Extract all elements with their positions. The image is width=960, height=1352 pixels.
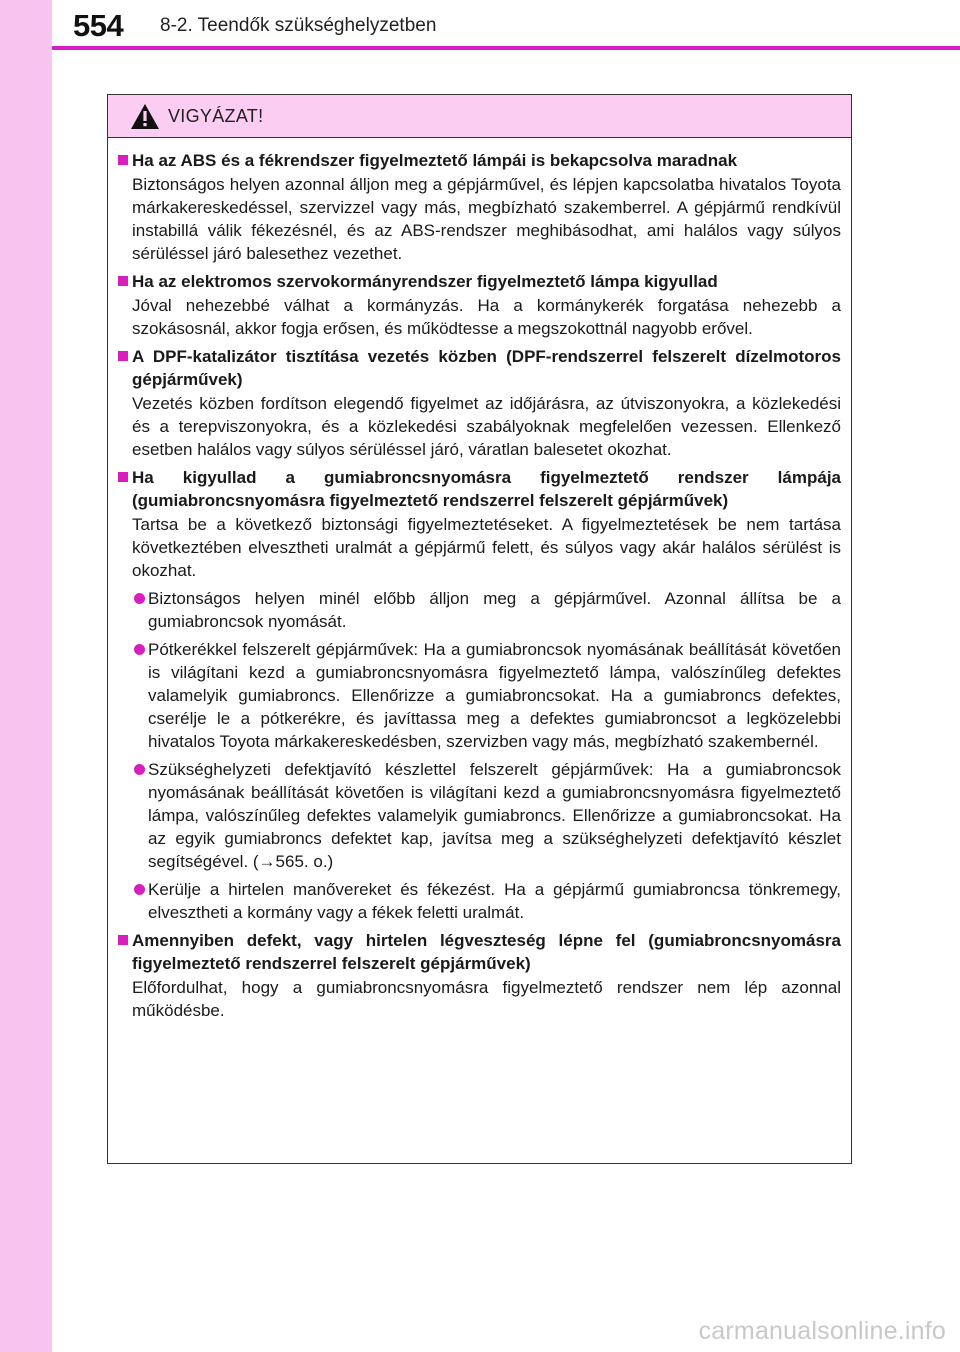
caution-box — [107, 94, 852, 1164]
round-bullet-icon — [134, 884, 145, 895]
item-paragraph: Jóval nehezebbé válhat a kormányzás. Ha a kormánykerék forgatása nehezebb a szokásosnál, akkor fogja erősen, és működtesse a megszokottnál nagyobb erővel. — [132, 296, 841, 338]
item-heading: A DPF-katalizátor tisztítása vezetés közben (DPF-rendszerrel felszerelt dízelmotoros gépjárművek) — [118, 345, 841, 391]
item-paragraph: Vezetés közben fordítson elegendő figyelmet az időjárásra, az útviszonyokra, a közlekedési és a terepviszonyokra, és a közlekedési szabályoknak megfelelően vezessen. Ellenkező esetben halálos vagy súlyos sérüléssel járó, váratlan balesetet okozhat. — [132, 394, 841, 459]
warning-triangle-icon — [130, 103, 160, 130]
caution-item-abs — [118, 149, 841, 265]
caution-item-tpms — [118, 466, 841, 924]
page-number: 554 — [73, 8, 124, 43]
section-title: 8-2. Teendők szükséghelyzetben — [160, 15, 437, 36]
caution-body — [108, 138, 851, 1022]
bullet-item: Biztonságos helyen minél előbb álljon meg a gépjárművel. Azonnal állítsa be a gumiabroncsok nyomását. — [118, 587, 841, 633]
bullet-item: Szükséghelyzeti defektjavító készlettel felszerelt gépjárművek: Ha a gumiabroncsok nyomásának beállítását követően is világítani kezd a gumiabroncsnyomásra figyelmeztető lámpa, valószínűleg defektes valamelyik gumiabroncs. Ellenőrizze a gumiabroncsokat. Ha az egyik gumiabroncs defektet kap, javítsa meg a szükséghelyzeti defektjavító készlet segítségével. (→565. o.) — [118, 758, 841, 873]
item-paragraph: Biztonságos helyen azonnal álljon meg a gépjárművel, és lépjen kapcsolatba hivatalos Toyota márkakereskedéssel, szervizzel vagy más, megbízható szakemberrel. A gépjármű rendkívül instabillá válik fékezésnél, és az ABS-rendszer meghibásodhat, ami halálos vagy súlyos sérüléssel járó balesethez vezethet. — [132, 175, 841, 263]
round-bullet-icon — [134, 764, 145, 775]
square-bullet-icon — [118, 935, 128, 945]
item-heading: Ha az elektromos szervokormányrendszer figyelmeztető lámpa kigyullad — [118, 270, 841, 293]
round-bullet-icon — [134, 644, 145, 655]
side-tab-bar — [0, 0, 52, 1352]
item-heading: Ha az ABS és a fékrendszer figyelmeztető lámpái is bekapcsolva maradnak — [118, 149, 841, 172]
square-bullet-icon — [118, 472, 128, 482]
item-paragraph: Előfordulhat, hogy a gumiabroncsnyomásra figyelmeztető rendszer nem lép azonnal működésbe. — [132, 978, 841, 1020]
caution-header — [108, 95, 851, 138]
square-bullet-icon — [118, 351, 128, 361]
caution-label: VIGYÁZAT! — [168, 105, 264, 126]
item-paragraph: Tartsa be a következő biztonsági figyelmeztetéseket. A figyelmeztetések be nem tartása következtében elvesztheti uralmát a gépjármű felett, és súlyos vagy akár halálos sérülést is okozhat. — [132, 515, 841, 580]
caution-item-flat-tire — [118, 929, 841, 1022]
bullet-item: Pótkerékkel felszerelt gépjárművek: Ha a gumiabroncsok nyomásának beállítását követően is világítani kezd a gumiabroncsnyomásra figyelmeztető lámpa, valószínűleg defektes valamelyik gumiabroncs. Ellenőrizze a gumiabroncsokat. Ha a gumiabroncs defektes, cserélje le a pótkerékre, és javíttassa meg a defektes gumiabroncsot a legközelebbi hivatalos Toyota márkakereskedésben, szervizben vagy más, megbízható szakembernél. — [118, 638, 841, 753]
header-divider — [52, 46, 960, 50]
square-bullet-icon — [118, 155, 128, 165]
caution-item-eps — [118, 270, 841, 340]
square-bullet-icon — [118, 276, 128, 286]
bullet-item: Kerülje a hirtelen manővereket és fékezést. Ha a gépjármű gumiabroncsa tönkremegy, elvesztheti a kormány vagy a fékek feletti uralmát. — [118, 878, 841, 924]
item-heading: Amennyiben defekt, vagy hirtelen légveszteség lépne fel (gumiabroncsnyomásra figyelmeztető rendszerrel felszerelt gépjárművek) — [118, 929, 841, 975]
watermark: carmanualsonline.info — [698, 1317, 946, 1345]
item-heading: Ha kigyullad a gumiabroncsnyomásra figyelmeztető rendszer lámpája (gumiabroncsnyomásra figyelmeztető rendszerrel felszerelt gépjárművek) — [118, 466, 841, 512]
round-bullet-icon — [134, 593, 145, 604]
caution-item-dpf — [118, 345, 841, 461]
